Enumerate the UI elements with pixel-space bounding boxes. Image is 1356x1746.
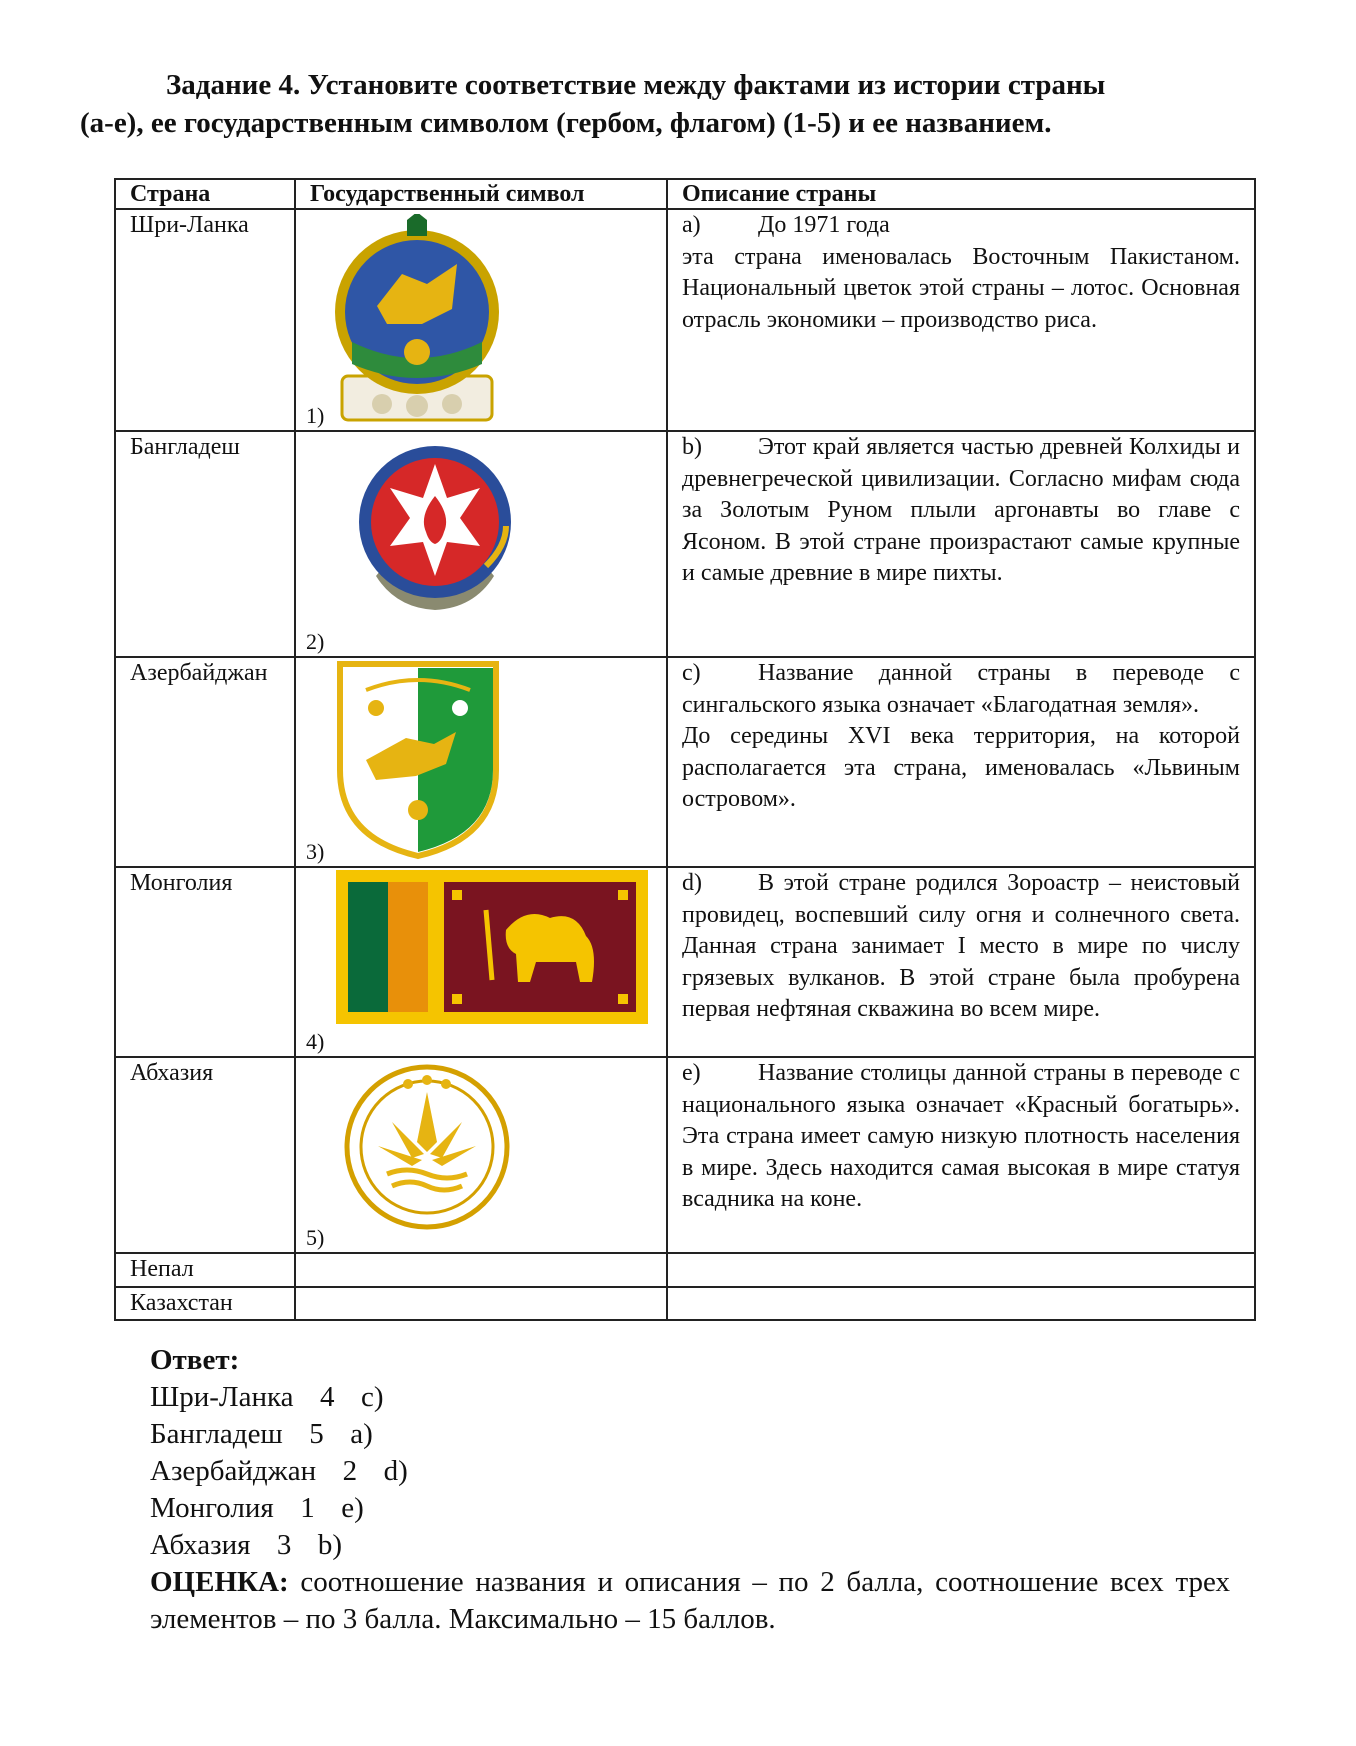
table-header-row — [115, 179, 1255, 209]
symbol-cell — [295, 1253, 667, 1287]
symbol-number: 2) — [306, 629, 325, 654]
table-row — [115, 1287, 1255, 1321]
description-text: Этот край является частью древней Колхиды и древнегреческой цивилизации. Согласно мифам сюда за Золотым Руном плыли аргонавты во главе с Ясоном. В этой стране произрастают самые крупные и самые древние в мире пихты. — [682, 434, 1240, 586]
answer-heading: Ответ: — [150, 1344, 240, 1376]
table-row — [115, 867, 1255, 1057]
task-title-line-1: Задание 4. Установите соответствие между фактами из истории страны — [166, 69, 1106, 101]
abkhazia-emblem-icon — [336, 660, 500, 860]
score-paragraph — [150, 1564, 1230, 1638]
country-cell: Монголия — [115, 867, 295, 1057]
description-text-continued: До середины XVI века территория, на которой располагается эта страна, именовалась «Львиным островом». — [682, 723, 1240, 812]
symbol-number: 3) — [306, 839, 325, 864]
description-cell — [667, 1057, 1255, 1253]
description-text: До 1971 года — [758, 212, 890, 238]
description-text: Название столицы данной страны в переводе с национального языка означает «Красный богатырь». Эта страна имеет самую низкую плотность населения в мире. Здесь находится самая высокая в мире статуя всадника на коне. — [682, 1060, 1240, 1212]
description-cell — [667, 867, 1255, 1057]
symbol-cell — [295, 1057, 667, 1253]
country-cell: Непал — [115, 1253, 295, 1287]
azerbaijan-emblem-icon — [346, 436, 524, 614]
description-cell — [667, 657, 1255, 867]
description-letter: a) — [682, 212, 701, 238]
description-cell — [667, 1287, 1255, 1321]
symbol-cell — [295, 657, 667, 867]
score-text: соотношение названия и описания – по 2 балла, соотношение всех трех элементов – по 3 балла. Максимально – 15 баллов. — [150, 1566, 1230, 1635]
country-cell: Азербайджан — [115, 657, 295, 867]
symbol-cell — [295, 867, 667, 1057]
country-cell: Шри-Ланка — [115, 209, 295, 431]
country-cell: Абхазия — [115, 1057, 295, 1253]
symbol-cell — [295, 1287, 667, 1321]
description-text: Название данной страны в переводе с сингальского языка означает «Благодатная земля». — [682, 660, 1240, 718]
answer-section — [150, 1342, 1230, 1638]
answer-line: Бангладеш 5 a) — [150, 1418, 373, 1450]
answer-line: Монголия 1 e) — [150, 1492, 364, 1524]
score-label: ОЦЕНКА: — [150, 1566, 289, 1598]
header-country: Страна — [115, 179, 295, 209]
table-row — [115, 1253, 1255, 1287]
mongolia-emblem-icon — [332, 214, 502, 426]
symbol-number: 1) — [306, 403, 325, 428]
table-row — [115, 657, 1255, 867]
description-letter: d) — [682, 870, 702, 896]
header-symbol: Государственный символ — [295, 179, 667, 209]
description-letter: e) — [682, 1060, 701, 1086]
table-row — [115, 209, 1255, 431]
answer-line: Абхазия 3 b) — [150, 1529, 343, 1561]
task-title-line-2: (a-e), ее государственным символом (гербом, флагом) (1-5) и ее названием. — [80, 107, 1052, 139]
description-text-continued: эта страна именовалась Восточным Пакистаном. Национальный цветок этой страны – лотос. Основная отрасль экономики – производство риса. — [682, 243, 1240, 333]
description-cell — [667, 1253, 1255, 1287]
symbol-number: 4) — [306, 1029, 325, 1054]
country-cell: Казахстан — [115, 1287, 295, 1321]
description-letter: c) — [682, 660, 701, 686]
description-letter: b) — [682, 434, 702, 460]
answer-line: Шри-Ланка 4 c) — [150, 1381, 384, 1413]
header-description: Описание страны — [667, 179, 1255, 209]
task-title — [80, 66, 1280, 142]
symbol-cell — [295, 209, 667, 431]
description-cell — [667, 209, 1255, 431]
description-cell — [667, 431, 1255, 657]
answer-line: Азербайджан 2 d) — [150, 1455, 408, 1487]
symbol-cell — [295, 431, 667, 657]
table-row — [115, 431, 1255, 657]
country-cell: Бангладеш — [115, 431, 295, 657]
bangladesh-emblem-icon — [342, 1062, 512, 1232]
sri-lanka-flag-icon — [336, 870, 648, 1024]
matching-table — [114, 178, 1256, 1321]
table-row — [115, 1057, 1255, 1253]
description-text: В этой стране родился Зороастр – неистовый провидец, воспевший силу огня и солнечного света. Данная страна занимает I место в мире по числу грязевых вулканов. В этой стране была пробурена первая нефтяная скважина во всем мире. — [682, 870, 1240, 1022]
symbol-number: 5) — [306, 1225, 325, 1250]
